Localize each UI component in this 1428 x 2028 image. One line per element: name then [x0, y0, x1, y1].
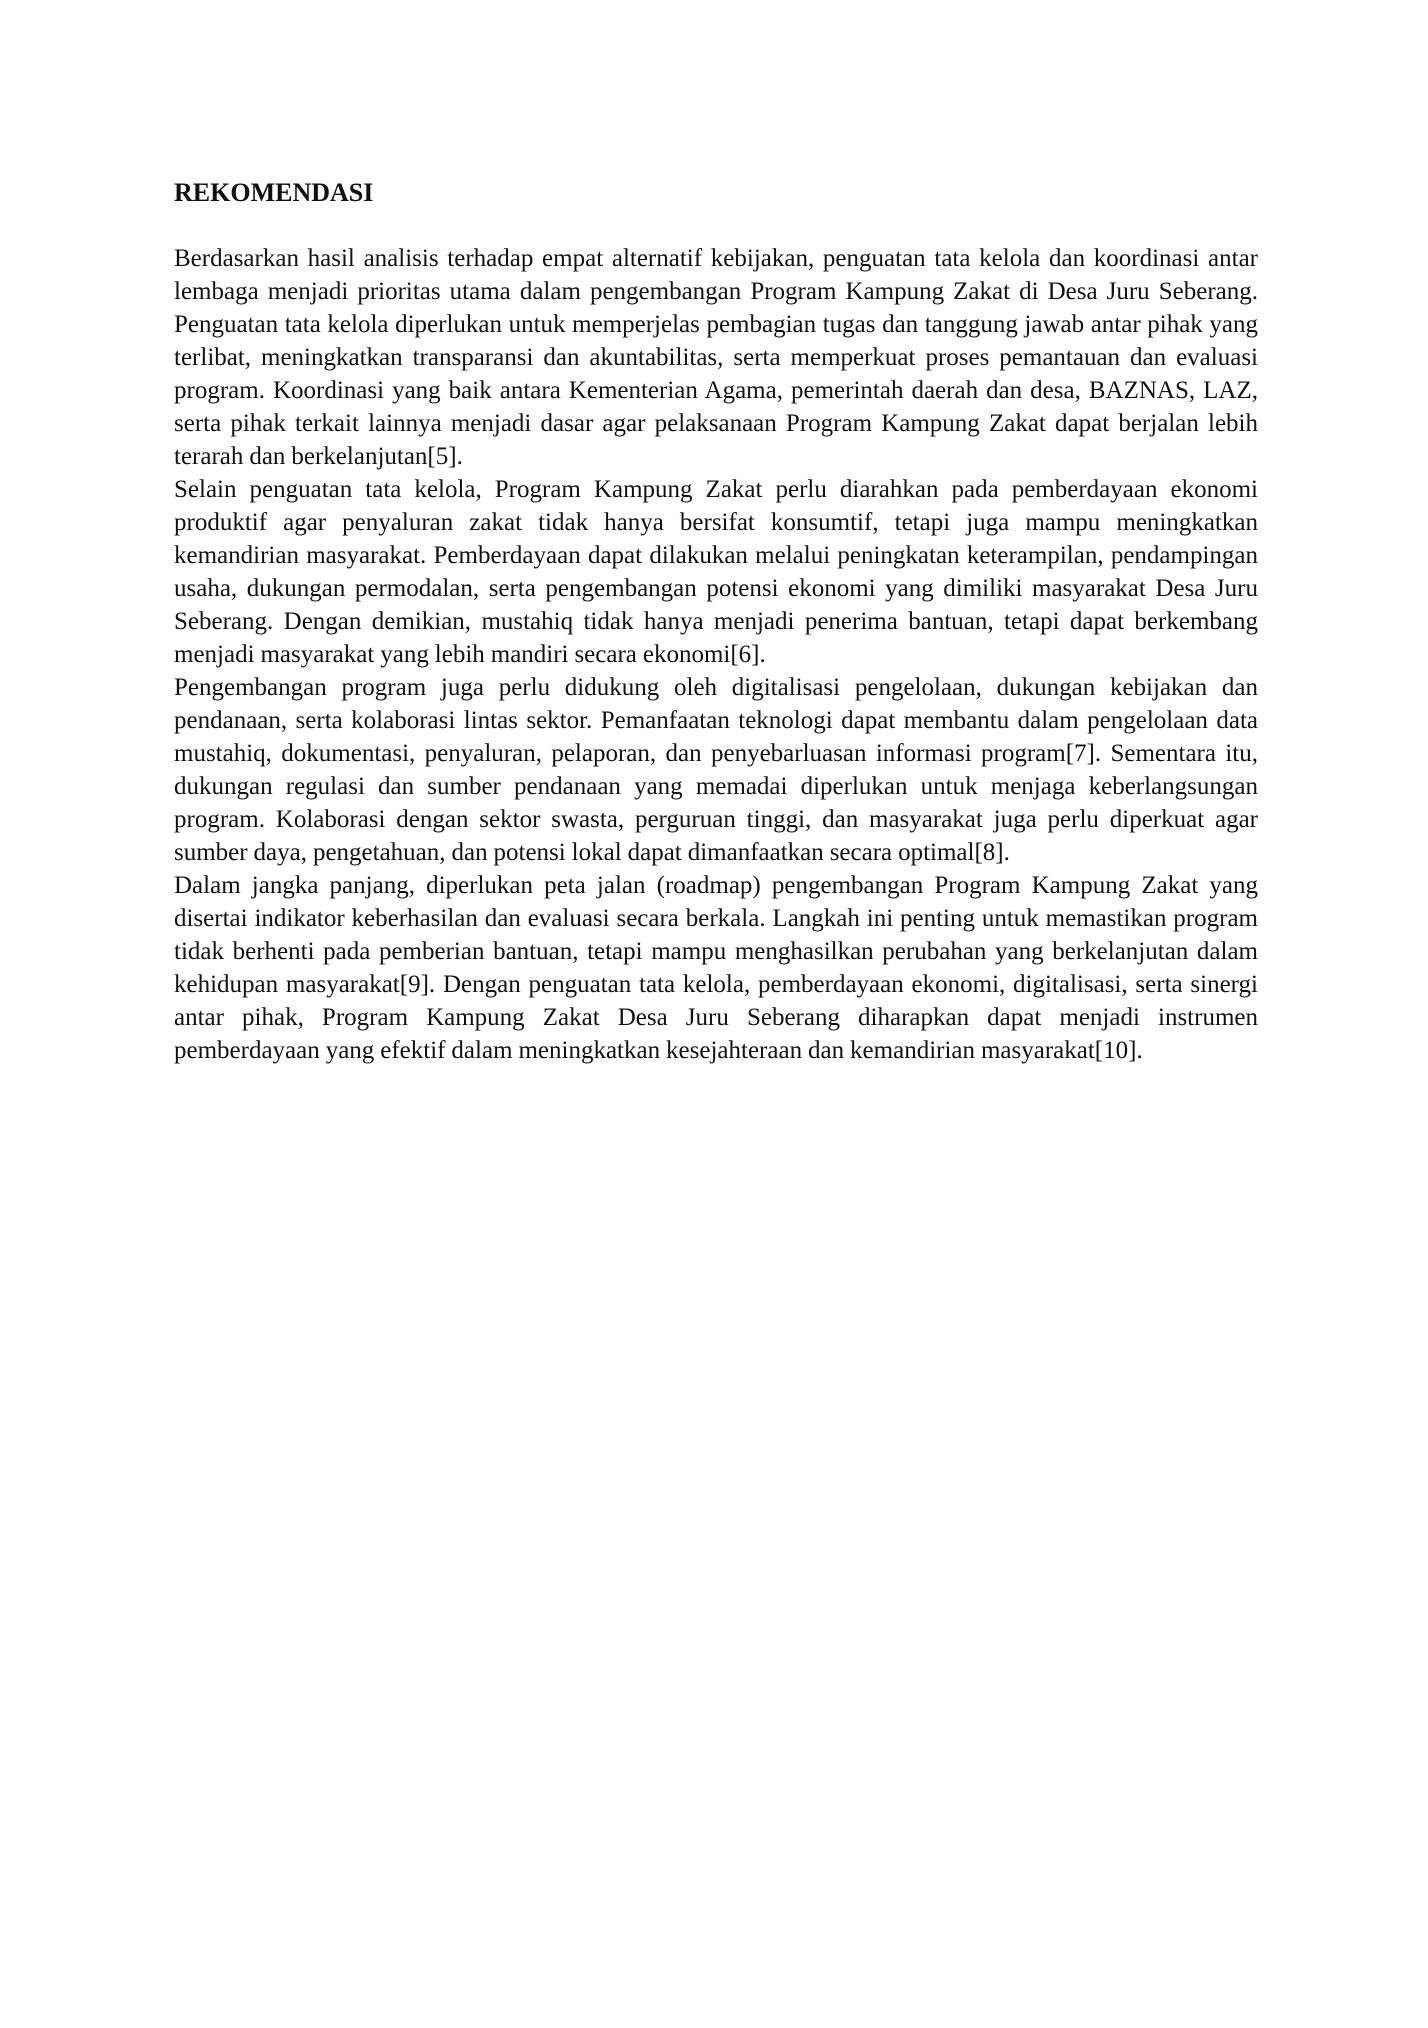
paragraph-governance: Berdasarkan hasil analisis terhadap empat alternatif kebijakan, penguatan tata kelola dan koordinasi antar lembaga menjadi prioritas utama dalam pengembangan Program Kampung Zakat di Desa Juru Seberang. Penguatan tata kelola diperlukan untuk memperjelas pembagian tugas dan tanggung jawab antar pihak yang terlibat, meningkatkan transparansi dan akuntabilitas, serta memperkuat proses pemantauan dan evaluasi program. Koordinasi yang baik antara Kementerian Agama, pemerintah daerah dan desa, BAZNAS, LAZ, serta pihak terkait lainnya menjadi dasar agar pelaksanaan Program Kampung Zakat dapat berjalan lebih terarah dan berkelanjutan[5]. [174, 245, 1258, 470]
paragraph-roadmap: Dalam jangka panjang, diperlukan peta jalan (roadmap) pengembangan Program Kampung Zakat yang disertai indikator keberhasilan dan evaluasi secara berkala. Langkah ini penting untuk memastikan program tidak berhenti pada pemberian bantuan, tetapi mampu menghasilkan perubahan yang berkelanjutan dalam kehidupan masyarakat[9]. Dengan penguatan tata kelola, pemberdayaan ekonomi, digitalisasi, serta sinergi antar pihak, Program Kampung Zakat Desa Juru Seberang diharapkan dapat menjadi instrumen pemberdayaan yang efektif dalam meningkatkan kesejahteraan dan kemandirian masyarakat[10]. [174, 872, 1258, 1064]
section-heading: REKOMENDASI [174, 178, 374, 207]
paragraph-digitalization: Pengembangan program juga perlu didukung oleh digitalisasi pengelolaan, dukungan kebijakan dan pendanaan, serta kolaborasi lintas sektor. Pemanfaatan teknologi dapat membantu dalam pengelolaan data mustahiq, dokumentasi, penyaluran, pelaporan, dan penyebarluasan informasi program[7]. Sementara itu, dukungan regulasi dan sumber pendanaan yang memadai diperlukan untuk menjaga keberlangsungan program. Kolaborasi dengan sektor swasta, perguruan tinggi, dan masyarakat juga perlu diperkuat agar sumber daya, pengetahuan, dan potensi lokal dapat dimanfaatkan secara optimal[8]. [174, 674, 1258, 866]
paragraph-empowerment: Selain penguatan tata kelola, Program Kampung Zakat perlu diarahkan pada pemberdayaan ekonomi produktif agar penyaluran zakat tidak hanya bersifat konsumtif, tetapi juga mampu meningkatkan kemandirian masyarakat. Pemberdayaan dapat dilakukan melalui peningkatan keterampilan, pendampingan usaha, dukungan permodalan, serta pengembangan potensi ekonomi yang dimiliki masyarakat Desa Juru Seberang. Dengan demikian, mustahiq tidak hanya menjadi penerima bantuan, tetapi dapat berkembang menjadi masyarakat yang lebih mandiri secara ekonomi[6]. [174, 476, 1258, 668]
document-page [174, 176, 1258, 1067]
